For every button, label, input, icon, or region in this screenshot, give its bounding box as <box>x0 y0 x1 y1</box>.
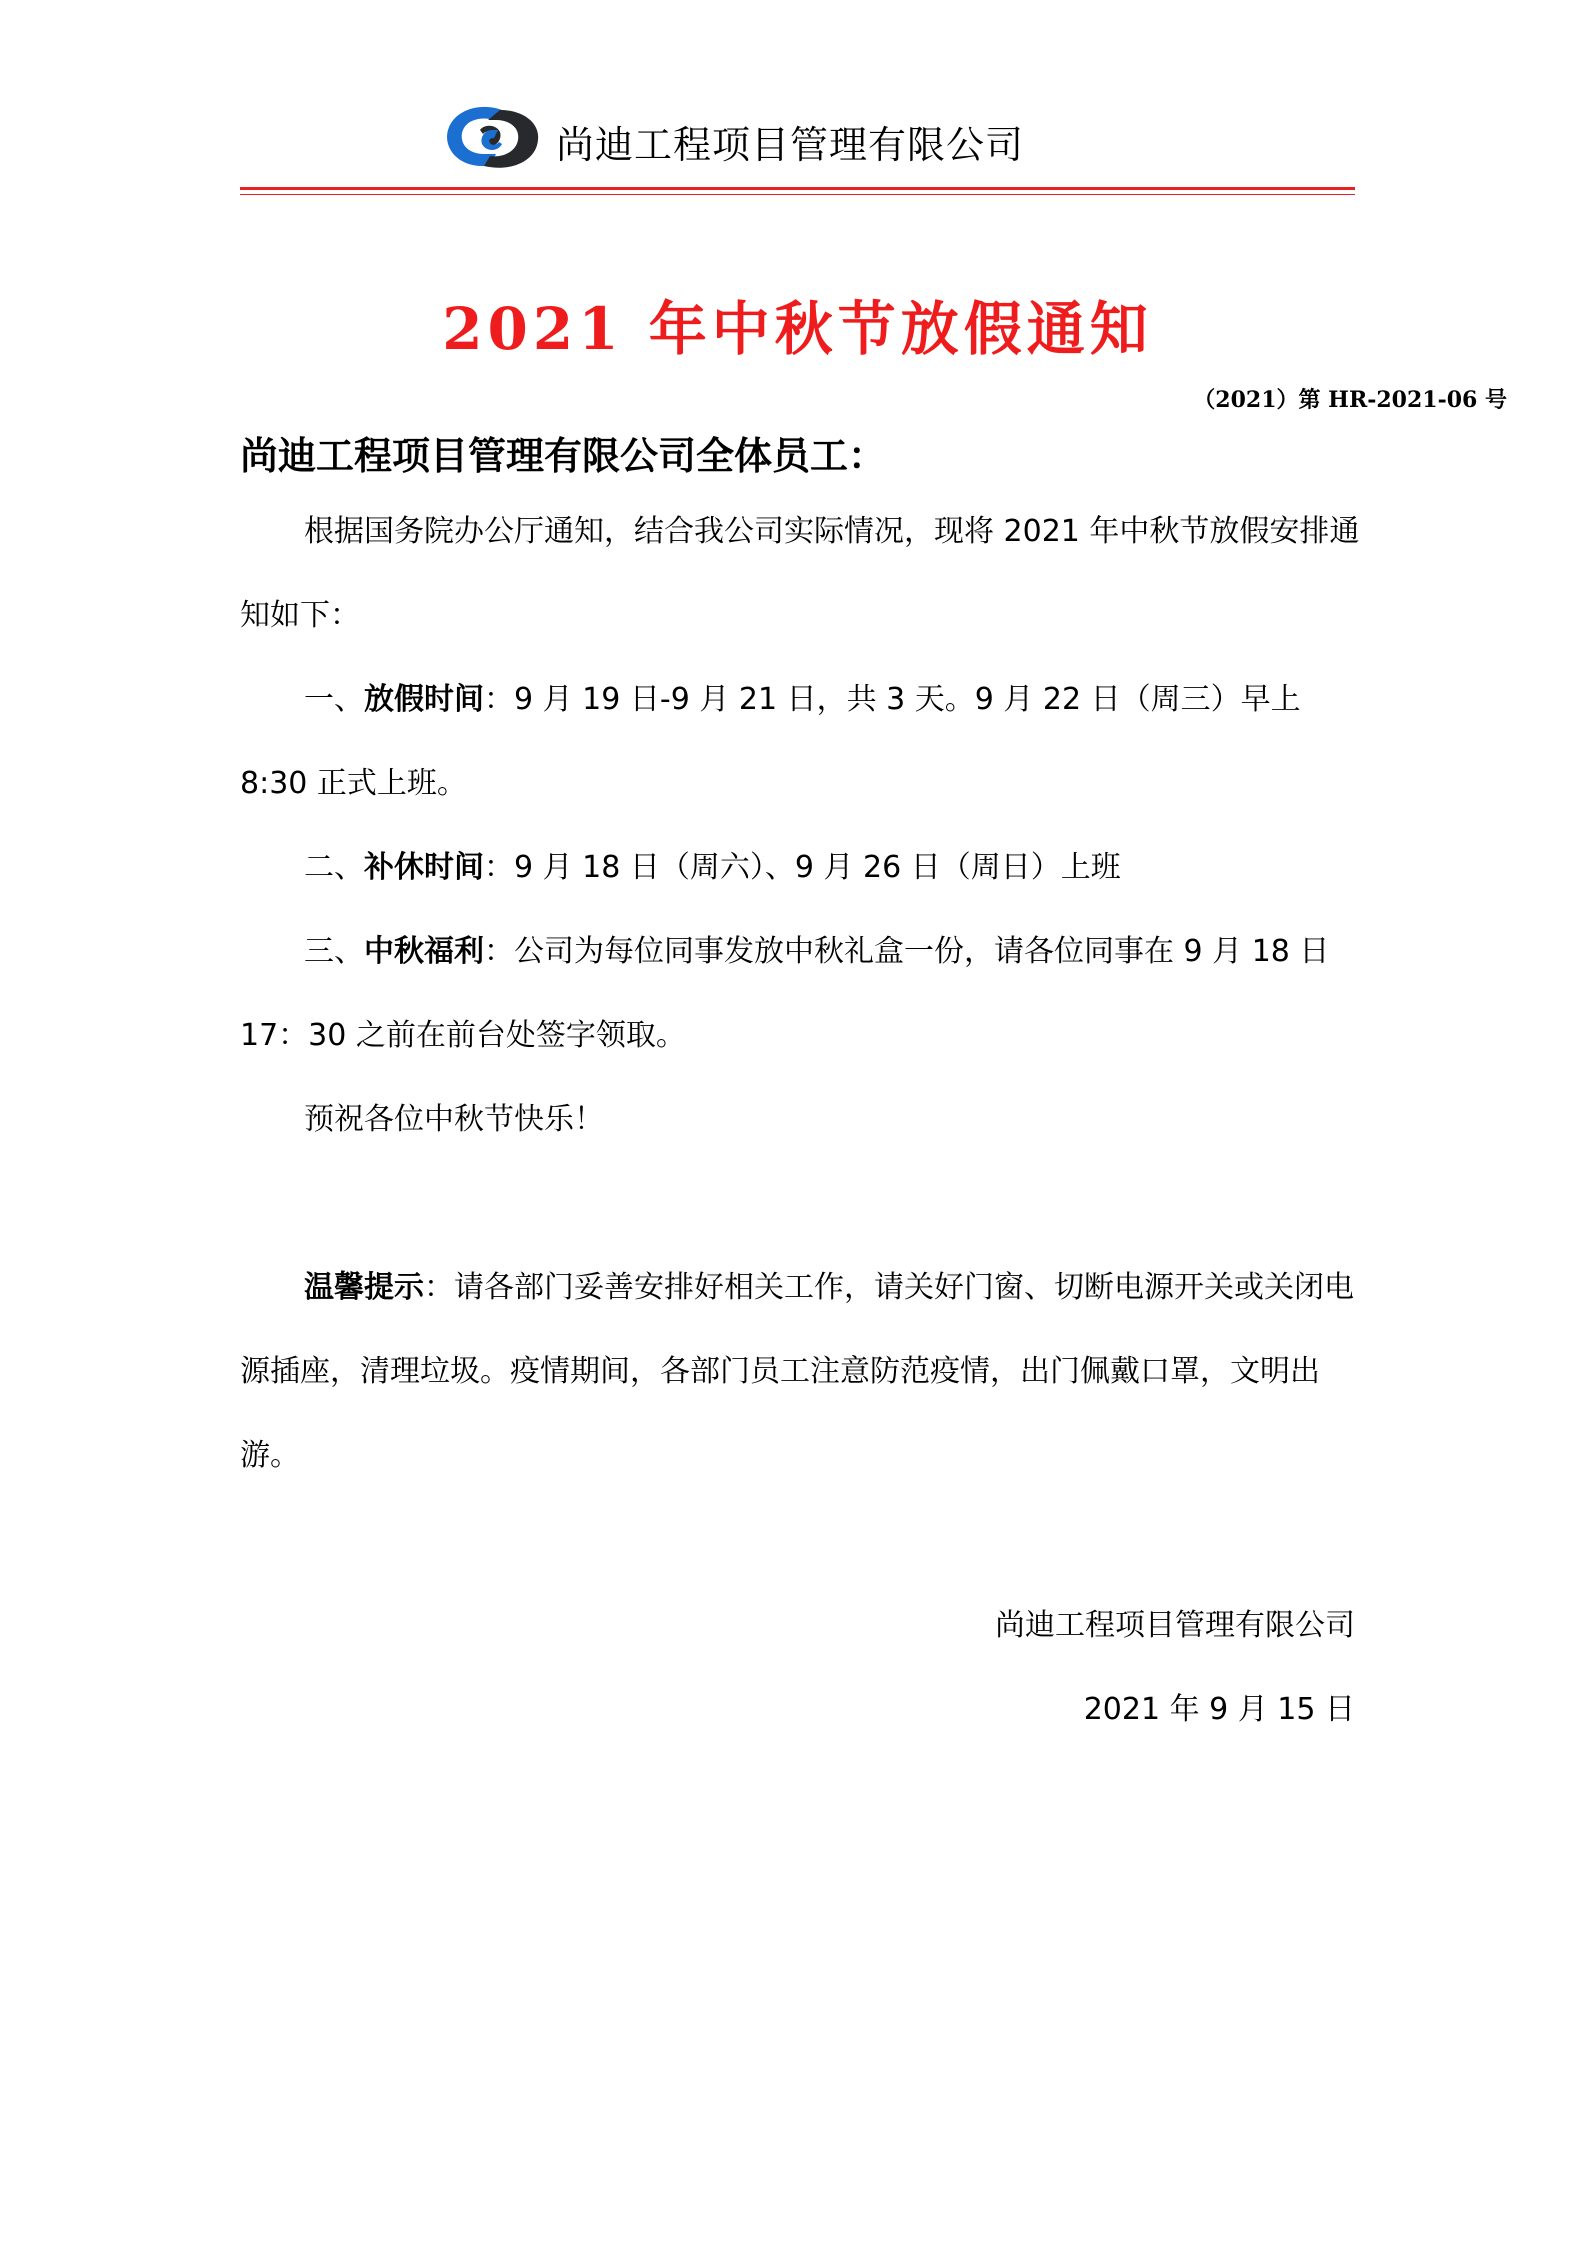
item-prefix: 三、 <box>304 934 364 969</box>
tip-label: 温馨提示 <box>304 1270 424 1305</box>
company-logo-icon <box>440 100 546 176</box>
tip-paragraph <box>240 1246 1360 1498</box>
item-prefix: 一、 <box>304 682 364 717</box>
document-number: （2021）第 HR-2021-06 号 <box>1193 387 1507 413</box>
item-prefix: 二、 <box>304 850 364 885</box>
tip-text: ：请各部门妥善安排好相关工作，请关好门窗、切断电源开关或关闭电源插座，清理垃圾。疫情期间，各部门员工注意防范疫情，出门佩戴口罩，文明出游。 <box>240 1270 1354 1473</box>
wish-line: 预祝各位中秋节快乐！ <box>304 1102 604 1137</box>
header-rule-thick <box>240 187 1355 190</box>
item-makeup-time <box>240 826 1360 910</box>
intro-paragraph: 根据国务院办公厅通知，结合我公司实际情况，现将 2021 年中秋节放假安排通知如下： <box>240 514 1360 633</box>
letterhead-company-name: 尚迪工程项目管理有限公司 <box>556 123 1025 167</box>
item-benefits <box>240 910 1360 1078</box>
salutation: 尚迪工程项目管理有限公司全体员工： <box>240 434 887 478</box>
item-label: 放假时间 <box>364 682 484 717</box>
item-text: ：公司为每位同事发放中秋礼盒一份，请各位同事在 9 月 18 日 17：30 之前在前台处签字领取。 <box>240 934 1330 1053</box>
item-text: ：9 月 19 日-9 月 21 日，共 3 天。9 月 22 日（周三）早上 8:30 正式上班。 <box>240 682 1301 801</box>
letterhead <box>240 96 1355 196</box>
item-text: ：9 月 18 日（周六）、9 月 26 日（周日）上班 <box>484 850 1121 885</box>
header-rule-thin <box>240 194 1355 195</box>
signature-date: 2021 年 9 月 15 日 <box>1083 1692 1355 1727</box>
item-holiday-time <box>240 658 1360 826</box>
notice-title: 2021 年中秋节放假通知 <box>442 295 1153 363</box>
item-label: 补休时间 <box>364 850 484 885</box>
signature-company: 尚迪工程项目管理有限公司 <box>995 1608 1355 1643</box>
item-label: 中秋福利 <box>364 934 484 969</box>
